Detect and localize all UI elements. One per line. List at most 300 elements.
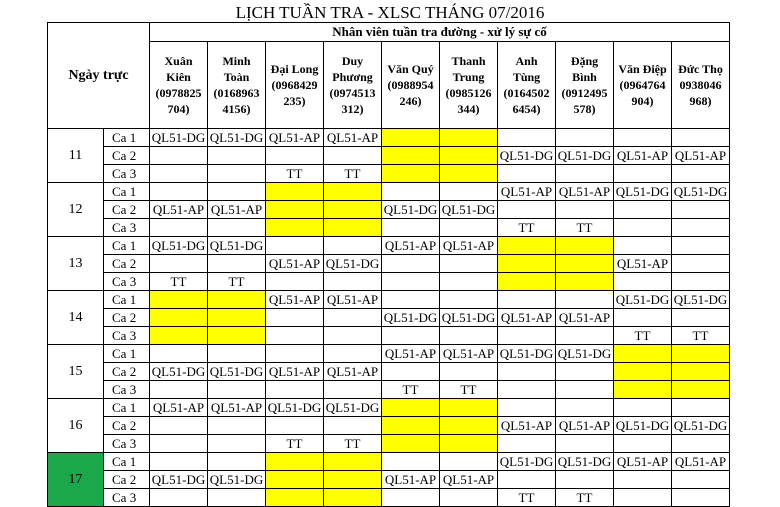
assignment-cell — [150, 219, 208, 237]
assignment-cell — [266, 237, 324, 255]
off-duty-cell — [382, 147, 440, 165]
shift-row — [48, 219, 730, 237]
assignment-cell: QL51-AP — [382, 471, 440, 489]
assignment-cell — [614, 129, 672, 147]
off-duty-cell — [208, 291, 266, 309]
shift-label: Ca 3 — [104, 165, 150, 183]
employee-header-line: 704) — [167, 102, 190, 116]
employee-header-line: 312) — [341, 102, 364, 116]
off-duty-cell — [672, 363, 730, 381]
assignment-cell: QL51-DG — [150, 129, 208, 147]
employee-header-line: Anh — [515, 54, 538, 68]
off-duty-cell — [440, 165, 498, 183]
assignment-cell: QL51-AP — [324, 291, 382, 309]
assignment-cell: TT — [440, 381, 498, 399]
day-cell: 12 — [48, 183, 104, 237]
employee-header-line: Trung — [452, 70, 485, 84]
off-duty-cell — [440, 147, 498, 165]
assignment-cell — [672, 399, 730, 417]
assignment-cell: QL51-AP — [150, 201, 208, 219]
assignment-cell — [614, 471, 672, 489]
assignment-cell — [208, 147, 266, 165]
employee-header — [498, 42, 556, 129]
off-duty-cell — [672, 345, 730, 363]
assignment-cell — [440, 183, 498, 201]
assignment-cell: TT — [614, 327, 672, 345]
shift-label: Ca 2 — [104, 309, 150, 327]
assignment-cell — [324, 381, 382, 399]
assignment-cell — [614, 237, 672, 255]
assignment-cell: TT — [324, 435, 382, 453]
employee-header-line: (0974513 — [329, 86, 376, 100]
assignment-cell — [672, 165, 730, 183]
shift-row — [48, 237, 730, 255]
assignment-cell — [150, 183, 208, 201]
employee-header — [324, 42, 382, 129]
shift-label: Ca 3 — [104, 381, 150, 399]
assignment-cell — [614, 399, 672, 417]
employee-header-line: Bình — [572, 70, 597, 84]
assignment-cell: QL51-DG — [614, 291, 672, 309]
shift-row — [48, 165, 730, 183]
off-duty-cell — [498, 237, 556, 255]
shift-label: Ca 1 — [104, 237, 150, 255]
assignment-cell — [672, 435, 730, 453]
off-duty-cell — [266, 489, 324, 507]
assignment-cell: TT — [556, 489, 614, 507]
shift-row — [48, 201, 730, 219]
shift-row — [48, 129, 730, 147]
assignment-cell: QL51-DG — [150, 471, 208, 489]
assignment-cell — [150, 255, 208, 273]
assignment-cell — [556, 129, 614, 147]
assignment-cell — [498, 291, 556, 309]
assignment-cell — [498, 129, 556, 147]
assignment-cell: QL51-AP — [208, 201, 266, 219]
employee-header-line: Phương — [332, 70, 373, 84]
shift-row — [48, 471, 730, 489]
employee-header-line: (0912495 — [561, 86, 608, 100]
employee-header — [208, 42, 266, 129]
assignment-cell: QL51-DG — [382, 309, 440, 327]
shift-row — [48, 309, 730, 327]
employee-header — [614, 42, 672, 129]
assignment-cell: QL51-AP — [208, 399, 266, 417]
assignment-cell — [440, 363, 498, 381]
employee-header-line: 235) — [283, 94, 306, 108]
assignment-cell: QL51-AP — [498, 183, 556, 201]
assignment-cell — [498, 381, 556, 399]
assignment-cell — [672, 237, 730, 255]
employee-header-line: Toàn — [223, 70, 250, 84]
assignment-cell — [498, 435, 556, 453]
employee-header — [556, 42, 614, 129]
assignment-cell — [266, 273, 324, 291]
assignment-cell — [672, 219, 730, 237]
assignment-cell — [556, 363, 614, 381]
shift-label: Ca 2 — [104, 471, 150, 489]
shift-label: Ca 1 — [104, 345, 150, 363]
assignment-cell: QL51-DG — [208, 471, 266, 489]
assignment-cell: QL51-DG — [150, 363, 208, 381]
off-duty-cell — [556, 255, 614, 273]
assignment-cell — [498, 471, 556, 489]
assignment-cell — [672, 309, 730, 327]
assignment-cell — [208, 489, 266, 507]
shift-row — [48, 453, 730, 471]
assignment-cell: QL51-DG — [556, 147, 614, 165]
assignment-cell: QL51-DG — [614, 417, 672, 435]
assignment-cell — [556, 291, 614, 309]
assignment-cell — [498, 165, 556, 183]
shift-label: Ca 2 — [104, 147, 150, 165]
off-duty-cell — [614, 345, 672, 363]
assignment-cell — [150, 147, 208, 165]
assignment-cell — [266, 417, 324, 435]
off-duty-cell — [556, 273, 614, 291]
assignment-cell: QL51-DG — [266, 399, 324, 417]
assignment-cell — [208, 453, 266, 471]
assignment-cell: QL51-AP — [324, 363, 382, 381]
assignment-cell: QL51-AP — [672, 453, 730, 471]
employee-header-line: 344) — [457, 102, 480, 116]
assignment-cell — [556, 435, 614, 453]
assignment-cell: TT — [150, 273, 208, 291]
assignment-cell — [614, 489, 672, 507]
off-duty-cell — [498, 273, 556, 291]
off-duty-cell — [150, 291, 208, 309]
assignment-cell — [382, 219, 440, 237]
assignment-cell: QL51-AP — [498, 417, 556, 435]
shift-label: Ca 1 — [104, 183, 150, 201]
assignment-cell: QL51-DG — [556, 345, 614, 363]
assignment-cell: QL51-AP — [672, 147, 730, 165]
assignment-cell — [324, 327, 382, 345]
employee-header-line: (0968429 — [271, 78, 318, 92]
assignment-cell: QL51-AP — [382, 345, 440, 363]
employee-header-line: Đặng — [570, 54, 599, 68]
assignment-cell: QL51-DG — [498, 147, 556, 165]
off-duty-cell — [266, 201, 324, 219]
shift-label: Ca 2 — [104, 417, 150, 435]
off-duty-cell — [556, 237, 614, 255]
employee-header — [150, 42, 208, 129]
off-duty-cell — [382, 129, 440, 147]
assignment-cell: QL51-AP — [614, 147, 672, 165]
off-duty-cell — [382, 417, 440, 435]
off-duty-cell — [382, 165, 440, 183]
shift-row — [48, 435, 730, 453]
assignment-cell: QL51-DG — [150, 237, 208, 255]
shift-label: Ca 3 — [104, 489, 150, 507]
employee-header-line: 904) — [631, 94, 654, 108]
assignment-cell — [208, 381, 266, 399]
assignment-cell — [208, 165, 266, 183]
assignment-cell: TT — [672, 327, 730, 345]
off-duty-cell — [614, 381, 672, 399]
off-duty-cell — [324, 489, 382, 507]
assignment-cell — [266, 381, 324, 399]
assignment-cell: QL51-DG — [324, 399, 382, 417]
assignment-cell — [266, 309, 324, 327]
employee-header-line: 246) — [399, 94, 422, 108]
off-duty-cell — [614, 363, 672, 381]
employee-header-line: Văn Quý — [387, 62, 434, 76]
shift-row — [48, 255, 730, 273]
assignment-cell — [498, 201, 556, 219]
assignment-cell — [672, 129, 730, 147]
assignment-cell — [440, 453, 498, 471]
assignment-cell: TT — [556, 219, 614, 237]
assignment-cell: QL51-AP — [556, 183, 614, 201]
assignment-cell: QL51-AP — [440, 345, 498, 363]
assignment-cell: QL51-DG — [498, 345, 556, 363]
assignment-cell: QL51-DG — [672, 291, 730, 309]
assignment-cell — [266, 327, 324, 345]
assignment-cell — [208, 435, 266, 453]
assignment-cell: QL51-AP — [382, 237, 440, 255]
off-duty-cell — [498, 255, 556, 273]
shift-label: Ca 3 — [104, 327, 150, 345]
assignment-cell: QL51-AP — [266, 129, 324, 147]
shift-label: Ca 1 — [104, 291, 150, 309]
assignment-cell: QL51-DG — [324, 255, 382, 273]
assignment-cell — [208, 345, 266, 363]
shift-row — [48, 147, 730, 165]
assignment-cell — [150, 381, 208, 399]
assignment-cell — [672, 201, 730, 219]
employee-header-line: 968) — [689, 94, 712, 108]
assignment-cell: QL51-AP — [266, 255, 324, 273]
employee-header-line: (0988954 — [387, 78, 434, 92]
assignment-cell — [614, 309, 672, 327]
assignment-cell: QL51-AP — [440, 471, 498, 489]
employee-header-line: 4156) — [222, 102, 251, 116]
off-duty-cell — [440, 435, 498, 453]
shift-label: Ca 3 — [104, 219, 150, 237]
employee-header-line: Đại Long — [270, 62, 319, 76]
assignment-cell — [382, 273, 440, 291]
assignment-cell — [150, 345, 208, 363]
assignment-cell — [556, 399, 614, 417]
off-duty-cell — [324, 219, 382, 237]
assignment-cell — [208, 255, 266, 273]
assignment-cell: TT — [208, 273, 266, 291]
off-duty-cell — [150, 327, 208, 345]
assignment-cell: TT — [498, 489, 556, 507]
assignment-cell: QL51-DG — [208, 363, 266, 381]
assignment-cell — [556, 471, 614, 489]
assignment-cell — [614, 201, 672, 219]
assignment-cell: TT — [266, 435, 324, 453]
page-title: LỊCH TUẦN TRA - XLSC THÁNG 07/2016 — [235, 3, 545, 22]
assignment-cell — [498, 327, 556, 345]
assignment-cell — [382, 363, 440, 381]
assignment-cell — [382, 453, 440, 471]
assignment-cell: QL51-DG — [556, 453, 614, 471]
assignment-cell: QL51-AP — [266, 363, 324, 381]
employee-header-line: (0985126 — [445, 86, 492, 100]
employee-header-line: Duy — [341, 54, 364, 68]
assignment-cell — [614, 165, 672, 183]
assignment-cell — [208, 417, 266, 435]
employee-header-line: Minh — [222, 54, 251, 68]
assignment-cell — [324, 237, 382, 255]
employee-header-line: Đức Thọ — [678, 62, 723, 76]
assignment-cell — [324, 147, 382, 165]
shift-row — [48, 345, 730, 363]
assignment-cell — [440, 327, 498, 345]
assignment-cell — [614, 435, 672, 453]
assignment-cell: QL51-AP — [614, 453, 672, 471]
off-duty-cell — [672, 381, 730, 399]
assignment-cell — [556, 327, 614, 345]
assignment-cell: QL51-AP — [266, 291, 324, 309]
employee-header — [266, 42, 324, 129]
assignment-cell: QL51-DG — [208, 129, 266, 147]
day-cell: 14 — [48, 291, 104, 345]
assignment-cell: QL51-DG — [672, 183, 730, 201]
shift-row — [48, 327, 730, 345]
assignment-cell — [150, 453, 208, 471]
assignment-cell — [672, 273, 730, 291]
shift-label: Ca 2 — [104, 201, 150, 219]
employee-header-line: (0168963 — [213, 86, 260, 100]
off-duty-cell — [208, 327, 266, 345]
assignment-cell — [150, 435, 208, 453]
assignment-cell — [150, 489, 208, 507]
assignment-cell: QL51-AP — [324, 129, 382, 147]
assignment-cell — [382, 489, 440, 507]
off-duty-cell — [208, 309, 266, 327]
day-cell: 15 — [48, 345, 104, 399]
assignment-cell — [382, 327, 440, 345]
assignment-cell: QL51-DG — [672, 417, 730, 435]
employee-header-line: (0964764 — [619, 78, 666, 92]
employee-header-line: (0164502 — [503, 86, 550, 100]
assignment-cell — [150, 165, 208, 183]
off-duty-cell — [440, 129, 498, 147]
shift-row — [48, 291, 730, 309]
assignment-cell: TT — [382, 381, 440, 399]
assignment-cell: QL51-AP — [440, 237, 498, 255]
assignment-cell: TT — [498, 219, 556, 237]
off-duty-cell — [324, 201, 382, 219]
shift-row — [48, 381, 730, 399]
shift-row — [48, 399, 730, 417]
shift-label: Ca 2 — [104, 363, 150, 381]
assignment-cell: QL51-AP — [556, 309, 614, 327]
assignment-cell — [672, 471, 730, 489]
assignment-cell — [382, 183, 440, 201]
off-duty-cell — [440, 399, 498, 417]
employee-header — [440, 42, 498, 129]
off-duty-cell — [266, 183, 324, 201]
off-duty-cell — [266, 471, 324, 489]
assignment-cell — [324, 309, 382, 327]
shift-label: Ca 1 — [104, 129, 150, 147]
assignment-cell — [440, 219, 498, 237]
employee-header-row — [48, 42, 730, 129]
shift-row — [48, 489, 730, 507]
assignment-cell: QL51-DG — [440, 201, 498, 219]
shift-row — [48, 183, 730, 201]
employee-header-line: 578) — [573, 102, 596, 116]
assignment-cell — [614, 219, 672, 237]
assignment-cell — [672, 489, 730, 507]
assignment-cell: QL51-AP — [614, 255, 672, 273]
assignment-cell: QL51-DG — [208, 237, 266, 255]
employee-header-line: Xuân — [164, 54, 193, 68]
employee-header-line: Kiên — [166, 70, 191, 84]
date-header: Ngày trực — [48, 23, 150, 129]
day-cell: 16 — [48, 399, 104, 453]
shift-row — [48, 273, 730, 291]
shift-label: Ca 1 — [104, 453, 150, 471]
off-duty-cell — [324, 453, 382, 471]
day-cell: 13 — [48, 237, 104, 291]
employee-header-line: Văn Điệp — [618, 62, 667, 76]
off-duty-cell — [266, 219, 324, 237]
assignment-cell — [324, 273, 382, 291]
assignment-cell — [440, 255, 498, 273]
off-duty-cell — [382, 399, 440, 417]
assignment-cell: QL51-DG — [440, 309, 498, 327]
assignment-cell — [382, 291, 440, 309]
shift-label: Ca 3 — [104, 273, 150, 291]
employee-header-line: 6454) — [512, 102, 541, 116]
schedule-table — [47, 22, 730, 507]
day-cell: 17 — [48, 453, 104, 507]
shift-label: Ca 3 — [104, 435, 150, 453]
employee-header — [382, 42, 440, 129]
assignment-cell — [266, 345, 324, 363]
off-duty-cell — [324, 183, 382, 201]
assignment-cell: QL51-DG — [382, 201, 440, 219]
shift-row — [48, 363, 730, 381]
assignment-cell: QL51-AP — [150, 399, 208, 417]
shift-label: Ca 2 — [104, 255, 150, 273]
assignment-cell: QL51-DG — [498, 453, 556, 471]
assignment-cell — [440, 273, 498, 291]
assignment-cell — [498, 363, 556, 381]
assignment-cell: QL51-DG — [614, 183, 672, 201]
off-duty-cell — [382, 435, 440, 453]
assignment-cell — [440, 489, 498, 507]
assignment-cell — [556, 201, 614, 219]
assignment-cell — [150, 417, 208, 435]
off-duty-cell — [150, 309, 208, 327]
shift-label: Ca 1 — [104, 399, 150, 417]
off-duty-cell — [266, 453, 324, 471]
employee-header-line: Tùng — [512, 70, 541, 84]
assignment-cell — [266, 147, 324, 165]
assignment-cell: TT — [324, 165, 382, 183]
shift-row — [48, 417, 730, 435]
assignment-cell — [440, 291, 498, 309]
off-duty-cell — [324, 471, 382, 489]
assignment-cell: TT — [266, 165, 324, 183]
assignment-cell — [324, 345, 382, 363]
off-duty-cell — [440, 417, 498, 435]
assignment-cell — [382, 255, 440, 273]
assignment-cell: QL51-AP — [556, 417, 614, 435]
assignment-cell — [556, 165, 614, 183]
employee-header — [672, 42, 730, 129]
assignment-cell — [672, 255, 730, 273]
assignment-cell — [556, 381, 614, 399]
assignment-cell — [208, 183, 266, 201]
